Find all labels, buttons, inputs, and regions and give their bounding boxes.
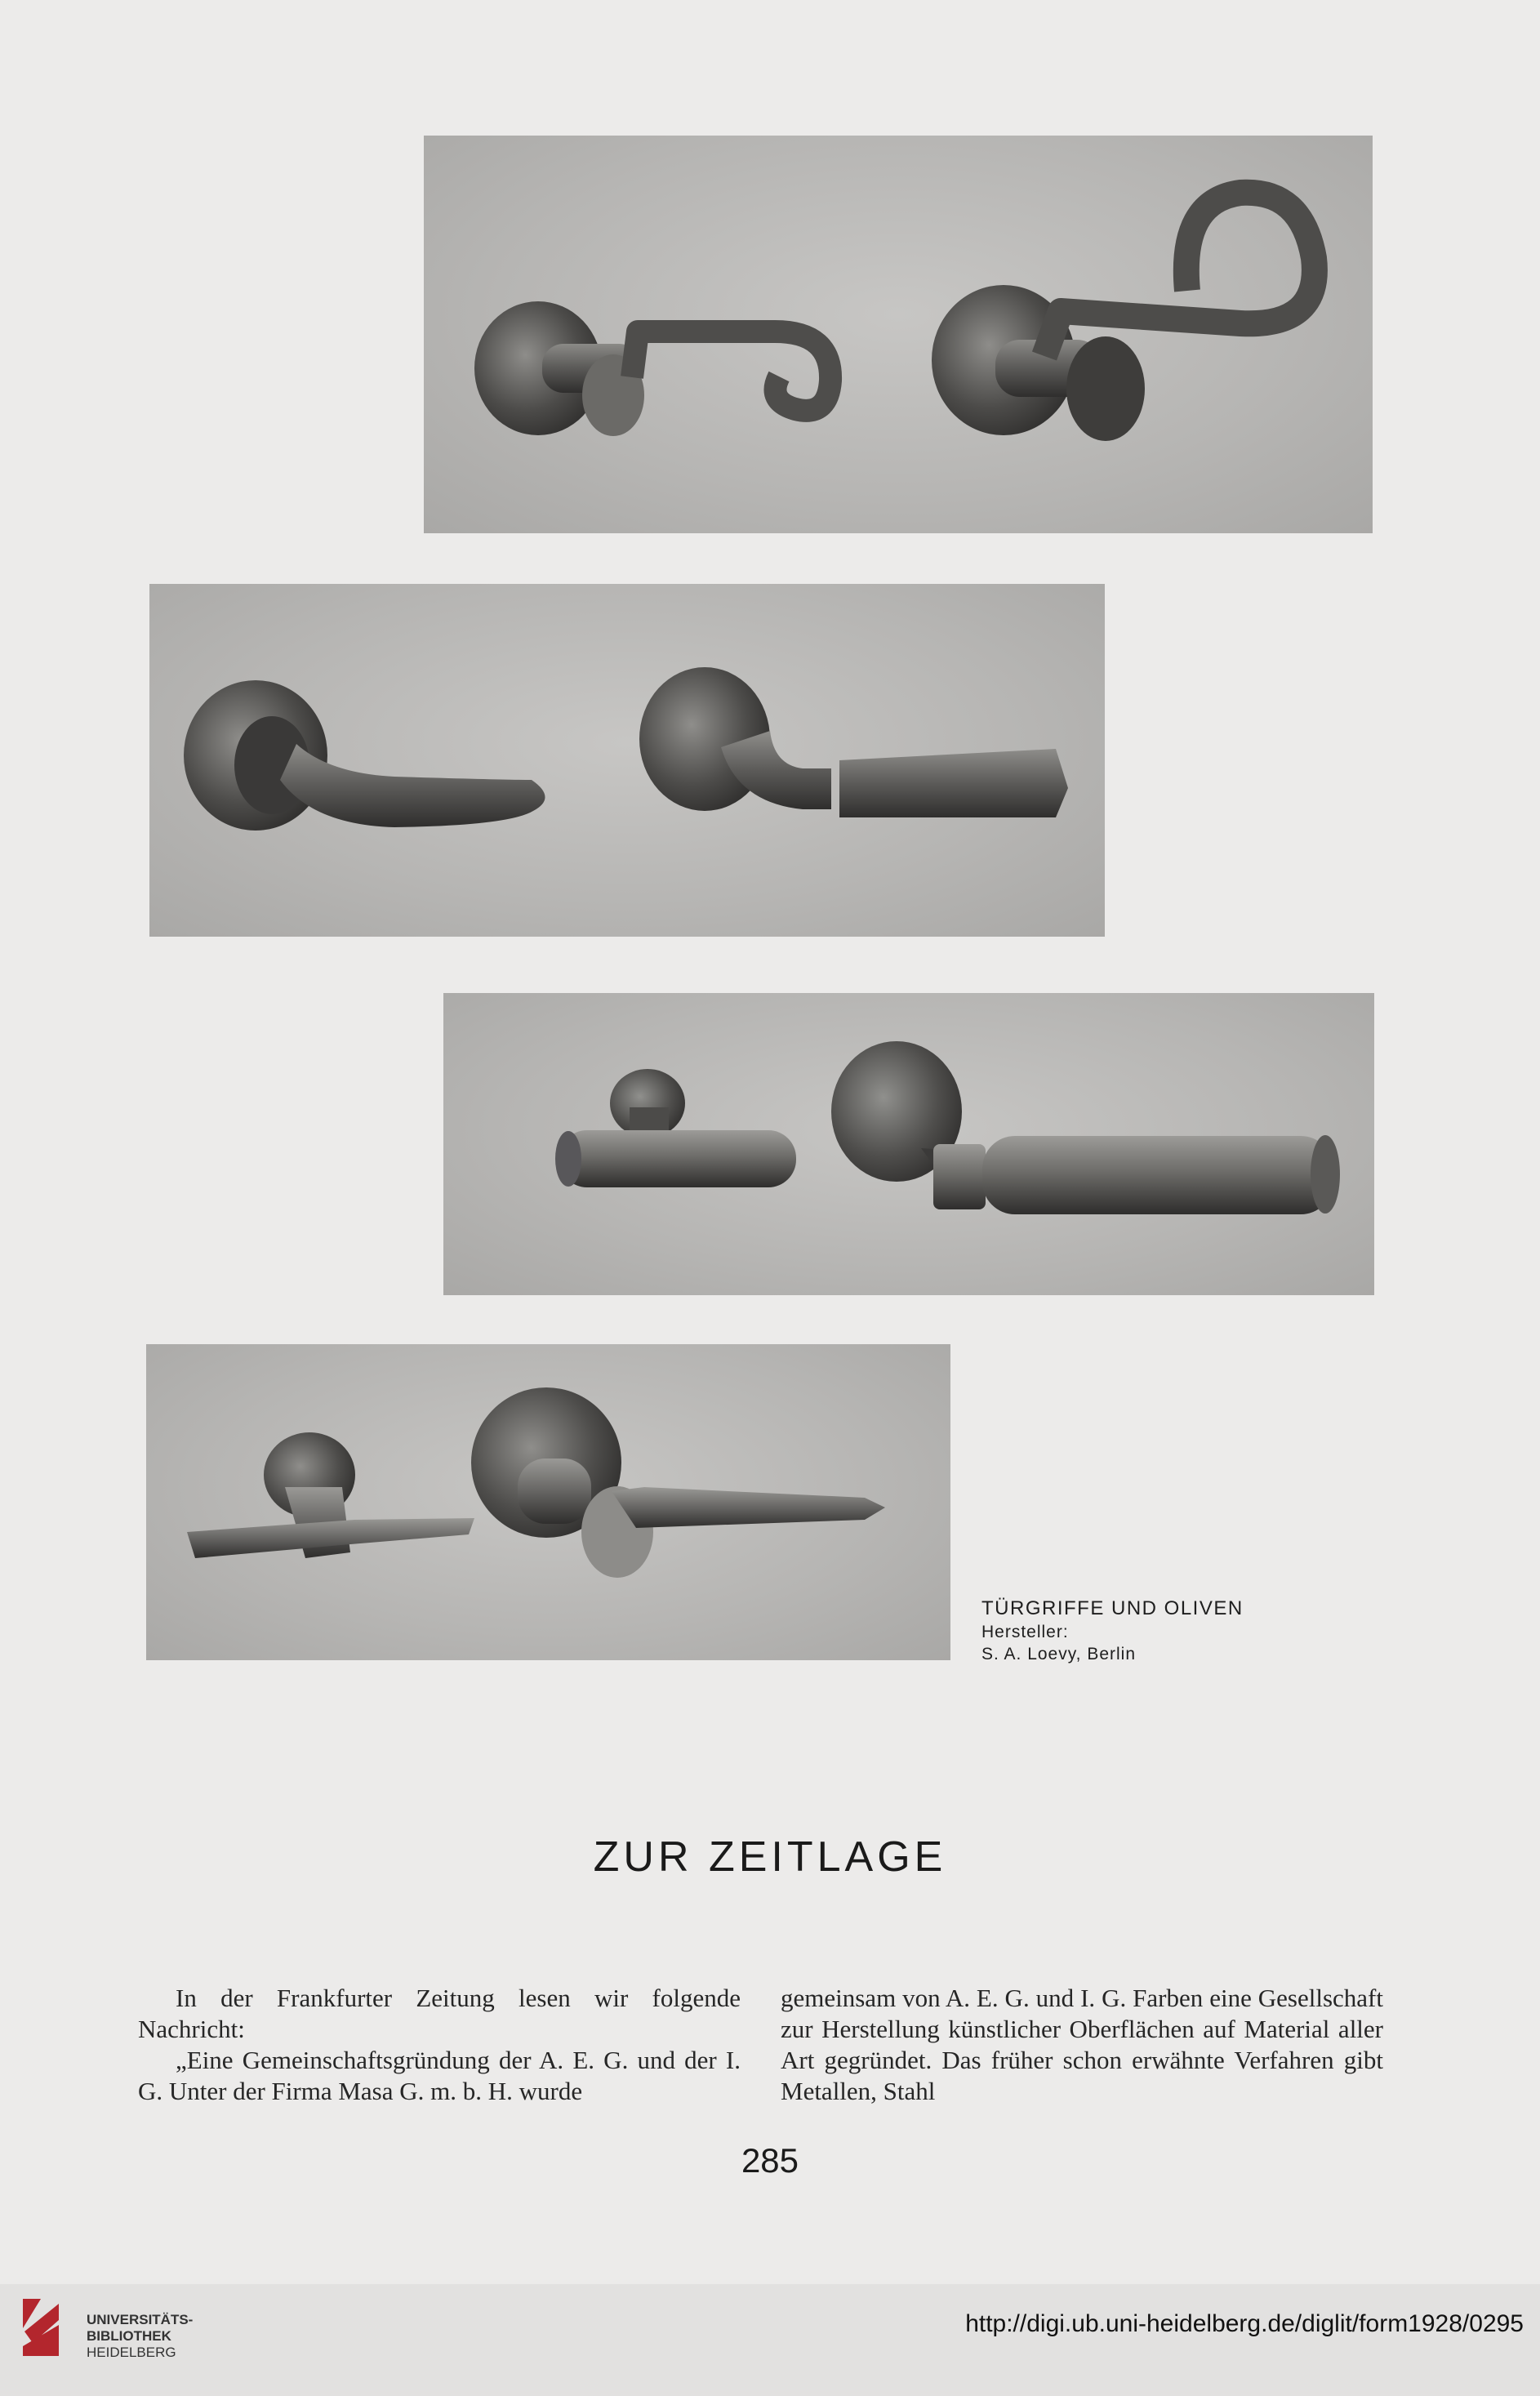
door-handle-photo-3	[443, 993, 1374, 1295]
article-paragraph: gemeinsam von A. E. G. und I. G. Farben eine Gesellschaft zur Herstellung künstlicher Oberflächen auf Material aller Art gegründet. Das früher schon erwähnte Verfahren gibt Metallen, Stahl	[781, 1984, 1383, 2105]
blade-handles-illustration	[146, 1344, 950, 1660]
page-number: 285	[741, 2141, 799, 2180]
caption-title: TÜRGRIFFE UND OLIVEN	[981, 1597, 1244, 1619]
bar-handles-illustration	[443, 993, 1374, 1295]
caption-manufacturer-label: Hersteller:	[981, 1623, 1069, 1641]
article-paragraph: In der Frankfurter Zeitung lesen wir folgende Nachricht:	[138, 1984, 741, 2043]
library-name-line-1: UNIVERSITÄTS-	[87, 2312, 194, 2327]
article-column-right	[781, 1983, 1383, 2107]
library-name	[87, 2312, 193, 2361]
section-heading: ZUR ZEITLAGE	[593, 1833, 947, 1881]
door-handle-photo-4	[146, 1344, 950, 1660]
article-column-left	[138, 1983, 741, 2107]
scroll-handles-illustration	[424, 136, 1373, 533]
article-paragraph: „Eine Gemeinschaftsgründung der A. E. G. und der I. G. Unter der Firma Masa G. m. b. H. wurde	[138, 2046, 741, 2105]
library-name-line-3: HEIDELBERG	[87, 2345, 176, 2360]
caption-manufacturer-name: S. A. Loevy, Berlin	[981, 1645, 1137, 1663]
figure-caption	[981, 1597, 1244, 1665]
lever-handles-illustration	[149, 584, 1105, 937]
library-name-line-2: BIBLIOTHEK	[87, 2328, 171, 2344]
source-url-link[interactable]: http://digi.ub.uni-heidelberg.de/diglit/form1928/0295	[965, 2310, 1524, 2337]
door-handle-photo-1	[424, 136, 1373, 533]
library-logo-icon	[16, 2296, 65, 2359]
footer-bar	[0, 2284, 1540, 2396]
door-handle-photo-2	[149, 584, 1105, 937]
